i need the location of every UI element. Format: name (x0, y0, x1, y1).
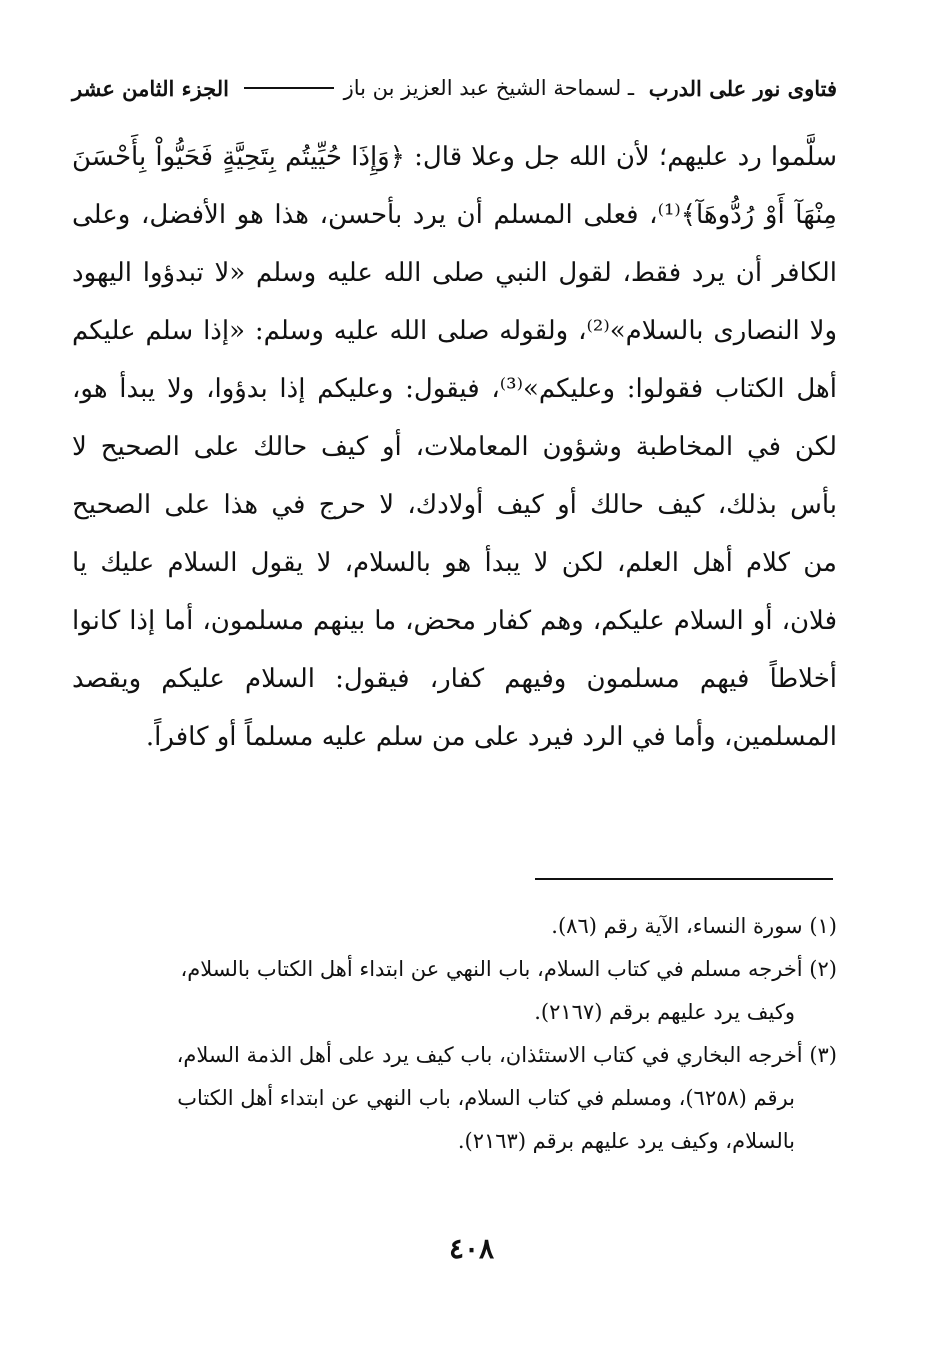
footnote-separator (535, 878, 833, 880)
footnote-line: (٢) أخرجه مسلم في كتاب السلام، باب النهي عن ابتداء أهل الكتاب بالسلام، (180, 957, 837, 981)
text-line: سلَّموا رد عليهم؛ لأن الله جل وعلا قال: ﴿وَإِذَا حُيِّيتُم بِتَحِيَّةٍ فَحَيُّواْ بِأَحْسَنَ (72, 142, 837, 172)
footnote-line: (٣) أخرجه البخاري في كتاب الاستئذان، باب كيف يرد على أهل الذمة السلام، (176, 1043, 837, 1067)
main-text (72, 128, 837, 766)
running-header (72, 70, 837, 106)
text-line: فلان، أو السلام عليكم، وهم كفار محض، ما بينهم مسلمون، أما إذا كانوا (72, 606, 837, 636)
text-line: من كلام أهل العلم، لكن لا يبدأ هو بالسلام، لا يقول السلام عليك يا (72, 548, 837, 578)
text-line: ولا النصارى بالسلام»⁽²⁾، ولقوله صلى الله عليه وسلم: «إذا سلم عليكم (72, 316, 837, 346)
footnote-line: بالسلام، وكيف يرد عليهم برقم (٢١٦٣). (457, 1129, 795, 1153)
author-name: ـ لسماحة الشيخ عبد العزيز بن باز (343, 76, 635, 100)
book-title: فتاوى نور على الدرب (648, 75, 837, 101)
header-author-group (244, 76, 634, 100)
footnote-line: برقم (٦٢٥٨)، ومسلم في كتاب السلام، باب النهي عن ابتداء أهل الكتاب (177, 1086, 795, 1110)
footnote-line: وكيف يرد عليهم برقم (٢١٦٧). (534, 1000, 795, 1024)
text-line: مِنْهَآ أَوْ رُدُّوهَآ﴾⁽¹⁾، فعلى المسلم أن يرد بأحسن، هذا هو الأفضل، وعلى (72, 200, 837, 230)
text-line: الكافر أن يرد فقط، لقول النبي صلى الله عليه وسلم «لا تبدؤوا اليهود (72, 258, 837, 288)
header-divider (244, 87, 334, 89)
text-line: بأس بذلك، كيف حالك أو كيف أولادك، لا حرج في هذا على الصحيح (72, 490, 837, 520)
text-line: أخلاطاً فيهم مسلمون وفيهم كفار، فيقول: السلام عليكم ويقصد (72, 664, 837, 694)
footnotes (72, 905, 837, 1163)
page-number: ٤٠٨ (448, 1232, 495, 1265)
text-line: المسلمين، وأما في الرد فيرد على من سلم عليه مسلماً أو كافراً. (145, 722, 837, 752)
footnote-line: (١) سورة النساء، الآية رقم (٨٦). (551, 914, 837, 938)
text-line: لكن في المخاطبة وشؤون المعاملات، أو كيف حالك على الصحيح لا (72, 432, 837, 462)
footnote-2 (72, 948, 837, 1034)
volume-title: الجزء الثامن عشر (72, 75, 229, 101)
text-line: أهل الكتاب فقولوا: وعليكم»⁽³⁾، فيقول: وعليكم إذا بدؤوا، ولا يبدأ هو، (72, 374, 837, 404)
footnote-3 (72, 1034, 837, 1163)
footnote-1 (72, 905, 837, 948)
